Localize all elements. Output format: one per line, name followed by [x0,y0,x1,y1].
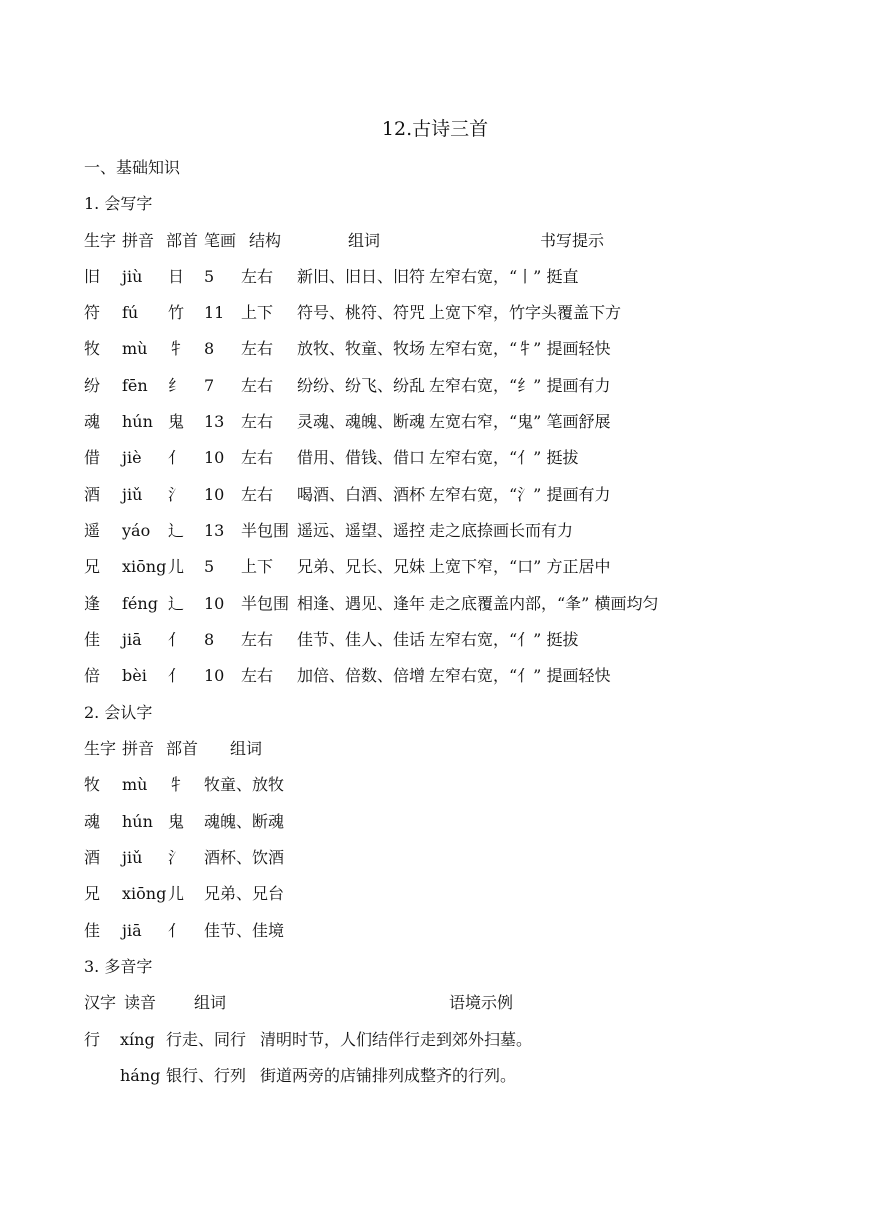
row-pinyin: féng [122,594,158,613]
row-words: 佳节、佳人、佳话 [297,630,426,649]
table-row [84,661,784,691]
row-structure: 半包围 [241,594,290,613]
row-strokes: 10 [204,594,225,613]
row-pinyin: mù [122,775,148,794]
table-row [84,480,784,510]
header-reading: 读音 [124,993,157,1012]
row-radical: 辶 [168,594,185,613]
row-structure: 左右 [241,630,274,649]
row-words: 借用、借钱、借口 [297,448,426,467]
row-tip: 左窄右宽，“氵” 提画有力 [429,485,611,504]
row-words: 灵魂、魂魄、断魂 [297,412,426,431]
row-radical: 亻 [168,630,185,649]
row-char: 酒 [84,848,101,867]
row-reading: xíng [120,1030,155,1049]
row-radical: 辶 [168,521,185,540]
row-tip: 走之底覆盖内部，“夆” 横画均匀 [429,594,659,613]
row-structure: 上下 [241,557,274,576]
row-radical: 氵 [168,848,185,867]
row-tip: 左窄右宽，“亻” 提画轻快 [429,666,611,685]
table-row [84,1061,784,1091]
row-strokes: 10 [204,485,225,504]
row-strokes: 5 [204,557,215,576]
row-words: 加倍、倍数、倍增 [297,666,426,685]
row-char: 魂 [84,812,101,831]
row-pinyin: jiǔ [122,848,143,867]
row-radical: 纟 [168,376,185,395]
row-char: 旧 [84,267,101,286]
row-words: 喝酒、白酒、酒杯 [297,485,426,504]
table-row [84,407,784,437]
row-radical: 氵 [168,485,185,504]
header-pinyin: 拼音 [122,231,155,250]
header-tip: 书写提示 [540,231,605,250]
row-radical: 竹 [168,303,185,322]
row-pinyin: bèi [122,666,147,685]
row-structure: 左右 [241,412,274,431]
row-pinyin: xiōng [122,557,167,576]
table-row [84,770,484,800]
row-example: 清明时节，人们结伴行走到郊外扫墓。 [260,1030,533,1049]
row-char: 遥 [84,521,101,540]
row-pinyin: jiā [122,630,142,649]
row-strokes: 5 [204,267,215,286]
table-row [84,334,784,364]
row-char: 逢 [84,594,101,613]
table-row [84,843,484,873]
row-pinyin: mù [122,339,148,358]
row-words: 牧童、放牧 [204,775,285,794]
row-char: 兄 [84,557,101,576]
row-structure: 上下 [241,303,274,322]
row-radical: 亻 [168,448,185,467]
row-radical: 儿 [168,557,185,576]
table-row [84,1025,784,1055]
table-row [84,371,784,401]
subsection-heading: 1. 会写字 [84,194,153,213]
row-words: 银行、行列 [166,1066,247,1085]
table-row [84,443,784,473]
row-structure: 半包围 [241,521,290,540]
header-example: 语境示例 [449,993,514,1012]
row-tip: 左窄右宽，“丨” 挺直 [429,267,579,286]
row-pinyin: hún [122,412,153,431]
row-char: 佳 [84,630,101,649]
row-words: 相逢、遇见、逢年 [297,594,426,613]
row-char: 牧 [84,339,101,358]
row-pinyin: fēn [122,376,148,395]
row-char: 借 [84,448,101,467]
row-structure: 左右 [241,485,274,504]
header-structure: 结构 [249,231,282,250]
row-structure: 左右 [241,448,274,467]
table-row [84,916,484,946]
row-strokes: 7 [204,376,215,395]
row-strokes: 8 [204,339,215,358]
subsection-heading: 3. 多音字 [84,957,153,976]
table-row [84,516,784,546]
row-radical: 鬼 [168,812,185,831]
row-strokes: 13 [204,412,225,431]
row-tip: 上宽下窄，“口” 方正居中 [429,557,611,576]
header-pinyin: 拼音 [122,739,155,758]
row-char: 牧 [84,775,101,794]
table-row [84,262,784,292]
row-pinyin: hún [122,812,153,831]
row-structure: 左右 [241,666,274,685]
header-words: 组词 [230,739,263,758]
row-strokes: 10 [204,666,225,685]
header-radical: 部首 [166,739,199,758]
row-strokes: 11 [204,303,225,322]
row-reading: háng [120,1066,161,1085]
row-tip: 左窄右宽，“纟” 提画有力 [429,376,611,395]
table-row [84,879,484,909]
row-tip: 左宽右窄，“鬼” 笔画舒展 [429,412,611,431]
row-tip: 上宽下窄，竹字头覆盖下方 [429,303,622,322]
header-char: 汉字 [84,993,117,1012]
row-pinyin: jiè [122,448,142,467]
header-strokes: 笔画 [204,231,237,250]
row-radical: 牜 [168,339,185,358]
row-words: 兄弟、兄台 [204,884,285,903]
header-words: 组词 [348,231,381,250]
section-heading: 一、基础知识 [84,158,181,177]
row-structure: 左右 [241,267,274,286]
row-words: 遥远、遥望、遥控 [297,521,426,540]
row-pinyin: jiù [122,267,143,286]
row-char: 符 [84,303,101,322]
row-words: 新旧、旧日、旧符 [297,267,426,286]
table2-header [84,734,484,764]
header-words: 组词 [194,993,227,1012]
row-char: 酒 [84,485,101,504]
row-char: 纷 [84,376,101,395]
row-radical: 日 [168,267,185,286]
row-strokes: 13 [204,521,225,540]
row-words: 兄弟、兄长、兄妹 [297,557,426,576]
row-strokes: 10 [204,448,225,467]
row-example: 街道两旁的店铺排列成整齐的行列。 [260,1066,517,1085]
table1-header [84,226,784,256]
subsection-heading: 2. 会认字 [84,703,153,722]
table-row [84,625,784,655]
row-structure: 左右 [241,339,274,358]
page-title: 12.古诗三首 [381,118,489,140]
row-char: 倍 [84,666,101,685]
row-tip: 左窄右宽，“亻” 挺拔 [429,630,579,649]
row-pinyin: fú [122,303,139,322]
row-words: 魂魄、断魂 [204,812,285,831]
row-char: 魂 [84,412,101,431]
row-char: 兄 [84,884,101,903]
row-words: 符号、桃符、符咒 [297,303,426,322]
row-tip: 左窄右宽，“牜” 提画轻快 [429,339,611,358]
header-char: 生字 [84,739,117,758]
table-row [84,807,484,837]
row-radical: 亻 [168,666,185,685]
row-radical: 儿 [168,884,185,903]
row-tip: 走之底捺画长而有力 [429,521,574,540]
table-row [84,298,784,328]
row-char: 佳 [84,921,101,940]
table-row [84,552,784,582]
row-pinyin: xiōng [122,884,167,903]
row-strokes: 8 [204,630,215,649]
row-pinyin: jiā [122,921,142,940]
row-tip: 左窄右宽，“亻” 挺拔 [429,448,579,467]
row-words: 行走、同行 [166,1030,247,1049]
row-char: 行 [84,1030,101,1049]
header-char: 生字 [84,231,117,250]
table-row [84,589,784,619]
row-words: 佳节、佳境 [204,921,285,940]
row-words: 纷纷、纷飞、纷乱 [297,376,426,395]
row-words: 放牧、牧童、牧场 [297,339,426,358]
header-radical: 部首 [166,231,199,250]
row-radical: 鬼 [168,412,185,431]
row-radical: 牜 [168,775,185,794]
row-structure: 左右 [241,376,274,395]
row-pinyin: jiǔ [122,485,143,504]
row-pinyin: yáo [122,521,151,540]
row-words: 酒杯、饮酒 [204,848,285,867]
table3-header [84,988,784,1018]
row-radical: 亻 [168,921,185,940]
